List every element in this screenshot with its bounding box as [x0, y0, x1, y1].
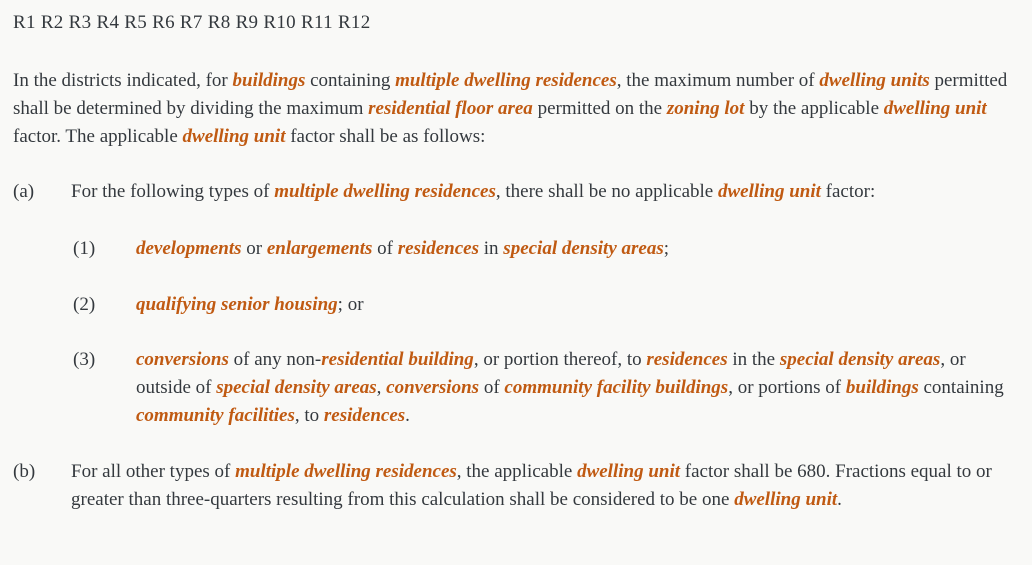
defined-term-link[interactable]: dwelling unit: [883, 97, 987, 119]
clause-b-text: For all other types of multiple dwelling residences, the applicable dwelling unit factor shall be 680. Fractions equal to or greater than three-quarters resulting from this calculation shall be considered to be one dwelling unit.: [71, 461, 992, 511]
defined-term-link[interactable]: special density areas: [216, 377, 377, 399]
defined-term-link[interactable]: special density areas: [503, 237, 664, 259]
defined-term-link[interactable]: special density areas: [779, 349, 941, 371]
defined-term-link[interactable]: developments: [136, 237, 242, 259]
subclause-a1-text: developments or enlargements of residences in special density areas;: [136, 237, 670, 259]
defined-term-link[interactable]: enlargements: [266, 237, 373, 259]
subclause-a3-label: (3): [73, 349, 96, 371]
defined-term-link[interactable]: residential floor area: [368, 97, 533, 119]
defined-term-link[interactable]: zoning lot: [666, 97, 745, 119]
defined-term-link[interactable]: multiple dwelling residences: [274, 180, 496, 202]
clause-a-text: For the following types of multiple dwelling residences, there shall be no applicable dwelling unit factor:: [71, 180, 876, 202]
defined-term-link[interactable]: community facilities: [136, 405, 295, 427]
defined-term-link[interactable]: dwelling units: [819, 69, 930, 91]
defined-term-link[interactable]: dwelling unit: [717, 180, 821, 202]
defined-term-link[interactable]: dwelling unit: [734, 489, 838, 511]
clause-a-sublist: [73, 235, 1018, 431]
defined-term-link[interactable]: residences: [397, 237, 480, 259]
defined-term-link[interactable]: dwelling unit: [577, 461, 681, 483]
subclause-a2-label: (2): [73, 293, 96, 315]
subclause-a3-text: conversions of any non-residential building, or portion thereof, to residences in the special density areas, or outside of special density areas, conversions of community facility buildings, or portions of buildings containing community facilities, to residences.: [136, 349, 1004, 427]
district-designations: R1 R2 R3 R4 R5 R6 R7 R8 R9 R10 R11 R12: [13, 12, 371, 33]
clause-b: [13, 458, 1018, 514]
subclause-a1-label: (1): [73, 237, 96, 259]
subclause-a3: [73, 346, 1018, 430]
defined-term-link[interactable]: dwelling unit: [182, 125, 286, 147]
defined-term-link[interactable]: community facility buildings: [504, 377, 729, 399]
subclause-a1: [73, 235, 1018, 263]
defined-term-link[interactable]: multiple dwelling residences: [395, 69, 617, 91]
clause-a-label: (a): [13, 180, 35, 202]
defined-term-link[interactable]: multiple dwelling residences: [235, 461, 457, 483]
defined-term-link[interactable]: buildings: [232, 69, 306, 91]
defined-term-link[interactable]: buildings: [845, 377, 919, 399]
defined-term-link[interactable]: conversions: [386, 377, 480, 399]
defined-term-link[interactable]: residences: [646, 349, 728, 371]
intro-paragraph: In the districts indicated, for buildings containing multiple dwelling residences, the maximum number of dwelling units permitted shall be determined by dividing the maximum residential floor area permitted on the zoning lot by the applicable dwelling unit factor. The applicable dwelling unit factor shall be as follows:: [13, 69, 1008, 147]
defined-term-link[interactable]: residential building: [321, 349, 474, 371]
defined-term-link[interactable]: qualifying senior housing: [136, 293, 338, 315]
subclause-a2: [73, 291, 1018, 319]
clause-a: [13, 178, 1018, 206]
defined-term-link[interactable]: conversions: [136, 349, 229, 371]
defined-term-link[interactable]: residences: [323, 405, 406, 427]
subclause-a2-text: qualifying senior housing; or: [136, 293, 364, 315]
clause-b-label: (b): [13, 461, 36, 483]
